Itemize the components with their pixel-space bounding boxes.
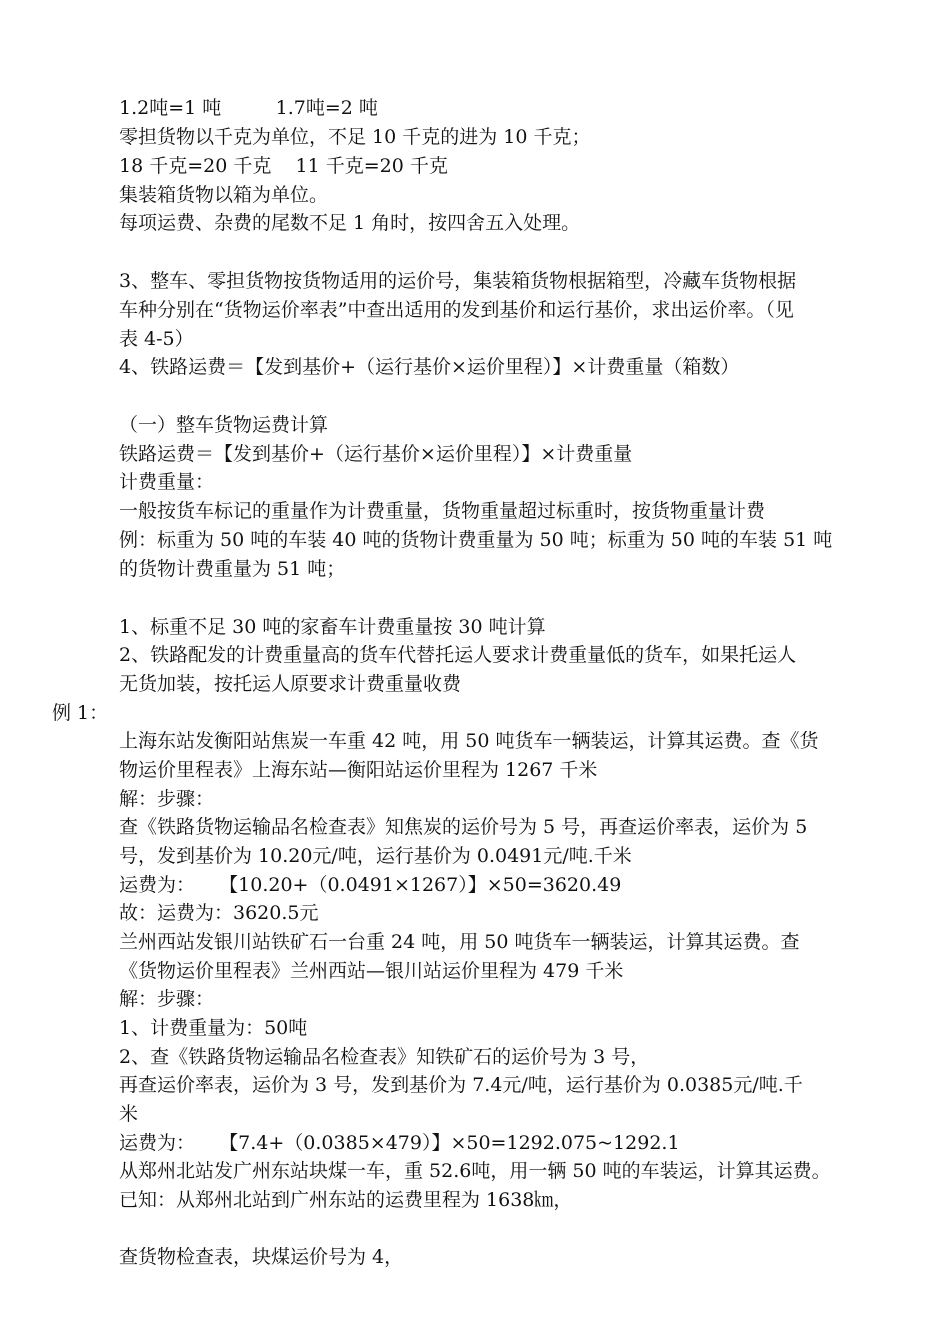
text-line: 《货物运价里程表》兰州西站—银川站运价里程为 479 千米 <box>119 960 624 982</box>
text-line: 铁路运费＝【发到基价+（运行基价×运价里程）】×计费重量 <box>119 443 633 465</box>
text-line: 零担货物以千克为单位，不足 10 千克的进为 10 千克； <box>119 126 591 148</box>
text-line: 例：标重为 50 吨的车装 40 吨的货物计费重量为 50 吨；标重为 50 吨的车装 51 吨 <box>119 529 833 551</box>
text-line: 集装箱货物以箱为单位。 <box>119 184 329 206</box>
text-line: 车种分别在“货物运价率表”中查出适用的发到基价和运行基价，求出运价率。（见 <box>119 299 794 321</box>
formula-line: 运费为： 【10.20+（0.0491×1267）】×50=3620.49 <box>119 874 622 896</box>
text-line: 解：步骤： <box>119 988 215 1010</box>
text-line: 一般按货车标记的重量作为计费重量，货物重量超过标重时，按货物重量计费 <box>119 500 766 522</box>
text-line: 1、标重不足 30 吨的家畜车计费重量按 30 吨计算 <box>119 616 546 638</box>
text-line: 2、铁路配发的计费重量高的货车代替托运人要求计费重量低的货车，如果托运人 <box>119 644 797 666</box>
text-line: 无货加装，按托运人原要求计费重量收费 <box>119 673 462 695</box>
text-line: 查《铁路货物运输品名检查表》知焦炭的运价号为 5 号，再查运价率表，运价为 5 <box>119 816 808 838</box>
text-line: 从郑州北站发广州东站块煤一车，重 52.6吨，用一辆 50 吨的车装运，计算其运费。 <box>119 1160 831 1182</box>
text-line: 计费重量： <box>119 471 215 493</box>
text-line: 4、铁路运费＝【发到基价+（运行基价×运价里程）】×计费重量（箱数） <box>119 356 740 378</box>
text-line: 1.2吨=1 吨 1.7吨=2 吨 <box>119 97 378 119</box>
text-line: 再查运价率表，运价为 3 号，发到基价为 7.4元/吨，运行基价为 0.0385元/吨.千 <box>119 1074 803 1096</box>
text-line: 表 4-5） <box>119 328 194 350</box>
text-line: 故：运费为：3620.5元 <box>119 902 319 924</box>
text-line: 每项运费、杂费的尾数不足 1 角时，按四舍五入处理。 <box>119 212 581 234</box>
text-line: 号，发到基价为 10.20元/吨，运行基价为 0.0491元/吨.千米 <box>119 845 632 867</box>
text-line: 兰州西站发银川站铁矿石一台重 24 吨，用 50 吨货车一辆装运，计算其运费。查 <box>119 931 800 953</box>
text-line: 解：步骤： <box>119 788 215 810</box>
text-line: 的货物计费重量为 51 吨； <box>119 558 346 580</box>
text-line: 上海东站发衡阳站焦炭一车重 42 吨，用 50 吨货车一辆装运，计算其运费。查《货 <box>119 730 819 752</box>
text-line: 物运价里程表》上海东站—衡阳站运价里程为 1267 千米 <box>119 759 598 781</box>
text-line: 2、查《铁路货物运输品名检查表》知铁矿石的运价号为 3 号， <box>119 1046 650 1068</box>
text-line: 3、整车、零担货物按货物适用的运价号，集装箱货物根据箱型，冷藏车货物根据 <box>119 270 797 292</box>
section-heading: （一）整车货物运费计算 <box>119 414 329 436</box>
formula-line: 运费为： 【7.4+（0.0385×479）】×50=1292.075~1292.1 <box>119 1132 680 1154</box>
text-line: 查货物检查表，块煤运价号为 4， <box>119 1246 404 1268</box>
text-line: 米 <box>119 1103 139 1125</box>
text-line: 1、计费重量为：50吨 <box>119 1017 308 1039</box>
text-line: 已知：从郑州北站到广州东站的运费里程为 1638㎞， <box>119 1189 573 1211</box>
example-label: 例 1： <box>52 702 109 724</box>
text-line: 18 千克=20 千克 11 千克=20 千克 <box>119 155 448 177</box>
